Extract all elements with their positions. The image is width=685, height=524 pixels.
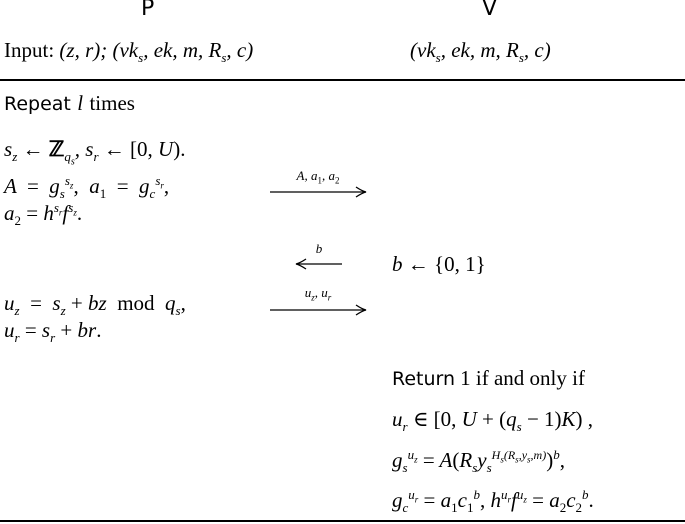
repeat-line: Repeat l times — [4, 91, 135, 115]
verifier-header: V — [482, 0, 498, 21]
commit-line-1: $A = g_s^{s_z}$, $a_1 = g_c^{s_r}$, — [4, 173, 170, 202]
response-line-1: $u_z = s_z$ + bz mod $q_s$, — [4, 291, 186, 319]
check-commitments: $g_c^{u_r} = a_1c_1^b$, $h^{u_r}f^{u_z} = a_2c_2^b$. — [392, 487, 594, 516]
return-line: Return 1 if and only if — [392, 366, 585, 390]
bottom-rule — [0, 520, 685, 522]
prover-input: Input: (z, r); ($vk_s$, ek, m, $R_s$, c) — [4, 38, 254, 66]
header-rule — [0, 79, 685, 81]
check-signature: $g_s^{u_z} = A(R_sy_s^{H_s(R_s,y_s,m)})^b$, — [392, 447, 565, 476]
challenge-arrow-label: b — [315, 241, 323, 256]
left-arrow-icon — [296, 258, 342, 270]
right-arrow-icon-2 — [270, 304, 370, 316]
msg1-label: A, $a_1$, $a_2$ — [296, 168, 340, 186]
commit-line-2: $a_2 = h^{s_r}f^{s_z}$. — [4, 200, 83, 229]
right-arrow-icon — [270, 186, 370, 198]
verifier-input: ($vk_s$, ek, m, $R_s$, c) — [410, 38, 551, 66]
msg2-label: $u_z$, $u_r$ — [304, 285, 332, 303]
prover-header: P — [141, 0, 155, 21]
sample-line: $s_z$ ← ℤ$_{q_s}$, $s_r$ ← [0, U). — [4, 137, 186, 168]
response-line-2: $u_r = s_r$ + br. — [4, 318, 102, 346]
challenge-line: b ← {0, 1} — [392, 252, 486, 276]
check-range: $u_r$ ∈ [0, $U + (q_s - 1)K$) , — [392, 407, 594, 435]
